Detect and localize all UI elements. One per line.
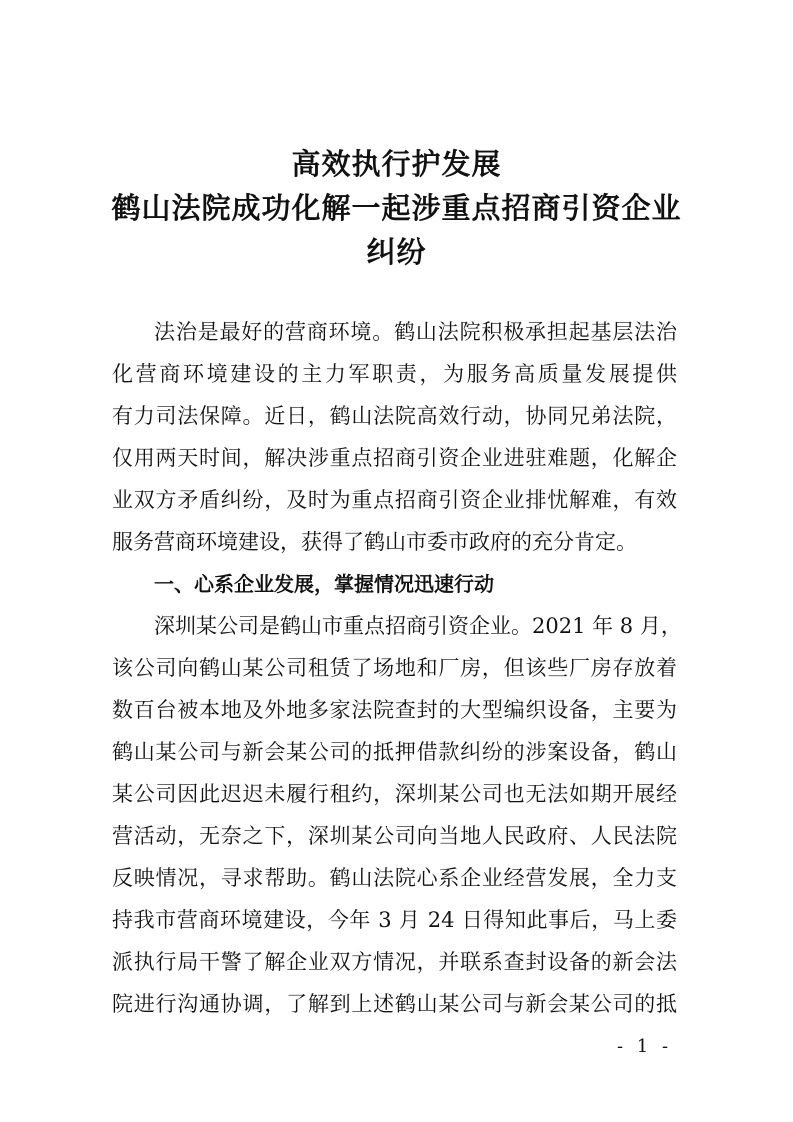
page-subtitle-line-1: 鹤山法院成功化解一起涉重点招商引资企业 (111, 191, 682, 225)
section-heading: 一、心系企业发展，掌握情况迅速行动 (154, 572, 494, 596)
text-line: 鹤山某公司与新会某公司的抵押借款纠纷的涉案设备，鹤山 (112, 740, 677, 764)
text-line: 某公司因此迟迟未履行租约，深圳某公司也无法如期开展经 (112, 782, 677, 806)
text-line: 该公司向鹤山某公司租赁了场地和厂房，但该些厂房存放着 (112, 656, 677, 680)
text-line: 深圳某公司是鹤山市重点招商引资企业。2021 年 8 月， (154, 614, 682, 638)
text-line: 反映情况，寻求帮助。鹤山法院心系企业经营发展，全力支 (112, 866, 677, 890)
paragraph-intro (112, 311, 677, 563)
text-line: 化营商环境建设的主力军职责，为服务高质量发展提供 (112, 362, 677, 386)
text-line: 院进行沟通协调，了解到上述鹤山某公司与新会某公司的抵 (112, 992, 677, 1016)
text-line: 有力司法保障。近日，鹤山法院高效行动，协同兄弟法院， (112, 404, 677, 428)
text-line: 服务营商环境建设，获得了鹤山市委市政府的充分肯定。 (112, 530, 637, 554)
page-number: - 1 - (617, 1036, 673, 1057)
text-line: 仅用两天时间，解决涉重点招商引资企业进驻难题，化解企 (112, 446, 677, 470)
text-line: 营活动，无奈之下，深圳某公司向当地人民政府、人民法院 (112, 824, 677, 848)
text-line: 数百台被本地及外地多家法院查封的大型编织设备，主要为 (112, 698, 677, 722)
text-line: 派执行局干警了解企业双方情况，并联系查封设备的新会法 (112, 950, 677, 974)
text-line: 业双方矛盾纠纷，及时为重点招商引资企业排忧解难，有效 (112, 488, 677, 512)
page-subtitle-line-2: 纠纷 (366, 235, 427, 269)
paragraph-section-1 (112, 605, 682, 1025)
text-line: 法治是最好的营商环境。鹤山法院积极承担起基层法治 (154, 320, 677, 344)
document-body (112, 311, 682, 1025)
page-title: 高效执行护发展 (291, 147, 502, 181)
title-block (0, 142, 793, 274)
text-line: 持我市营商环境建设，今年 3 月 24 日得知此事后，马上委 (112, 908, 677, 932)
